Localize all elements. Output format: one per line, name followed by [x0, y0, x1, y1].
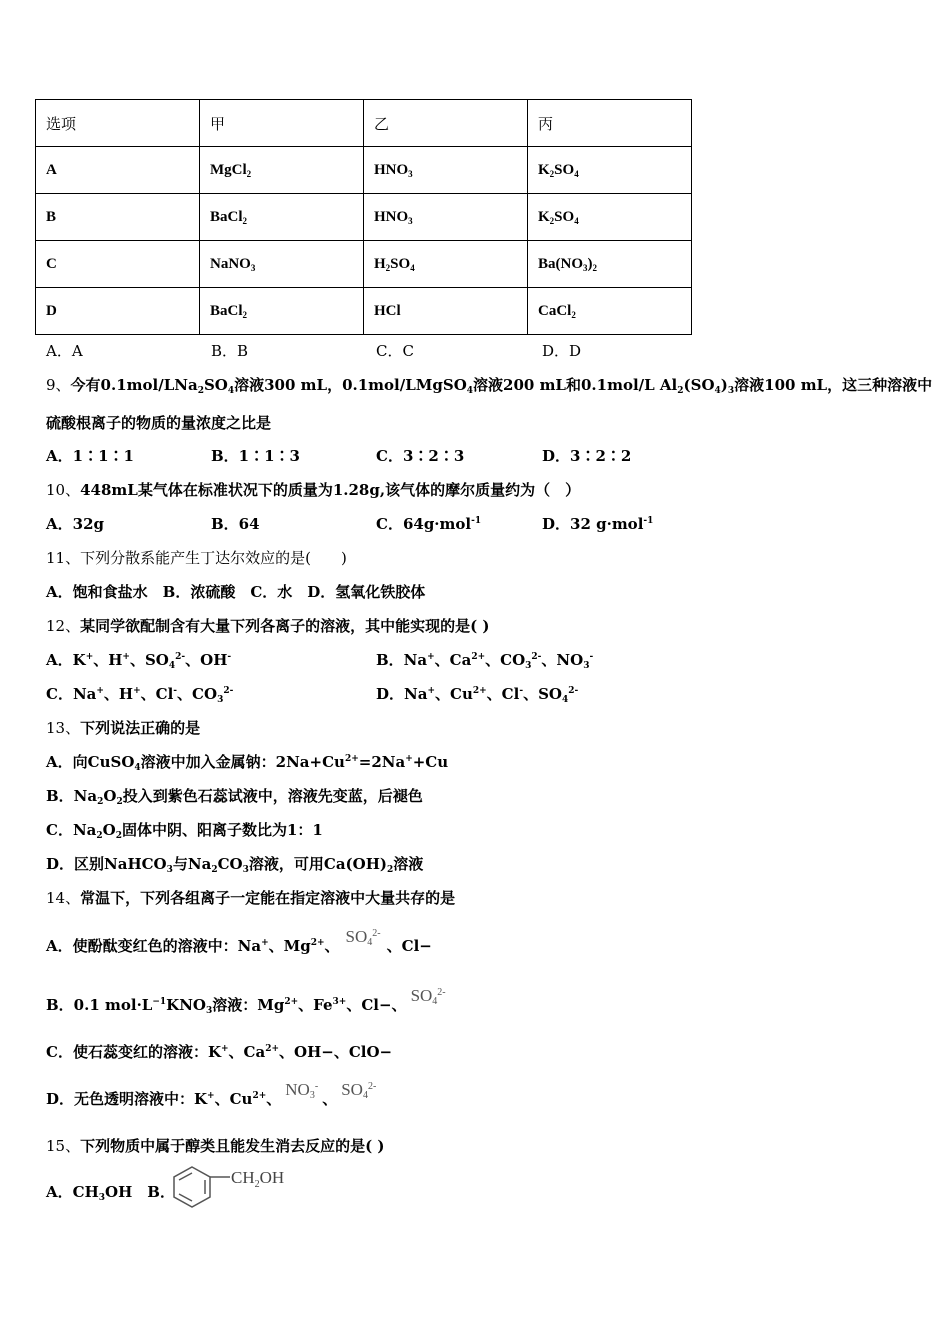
table-header: 选项 — [36, 100, 200, 147]
table-cell: HCl — [364, 288, 528, 335]
q8-option-c: C．C — [376, 342, 414, 360]
q12-stem: 12、某同学欲配制含有大量下列各离子的溶液，其中能实现的是( ) — [46, 617, 490, 635]
q14-option-b: B．0.1 $mol\cdot L^{-1}KNO_3$溶液：$Mg^{2+}$、$Fe^{3+}$、Cl−、 $SO_4^{2-}$ — [46, 986, 446, 1016]
q10-option-a: A．32g — [46, 515, 105, 533]
q9-stem-line2: 硫酸根离子的物质的量浓度之比是 — [46, 414, 272, 432]
q10-option-b: B．64 — [211, 515, 260, 533]
q9-option-b: B．1∶1∶3 — [211, 447, 300, 465]
q10-option-d: D．32 g·mol$^{-1}$ — [542, 515, 654, 533]
q9-stem-line1: 9、今有$0.1mol/LNa_2SO_4$溶液300 mL，0.1mol/LMgSO$_4$溶液200 mL和0.1mol/L $Al_2(SO_4)_3$溶液100 mL，这三种溶液中 — [46, 376, 933, 396]
table-cell: CaCl$_2$ — [528, 288, 692, 335]
table-cell: BaCl$_2$ — [200, 288, 364, 335]
q15-option-a: A．$CH_3OH$ B． — [46, 1183, 175, 1203]
table-cell: C — [36, 241, 200, 288]
q15-stem: 15、下列物质中属于醇类且能发生消去反应的是( ) — [46, 1137, 385, 1155]
table-cell: $Ba(NO_3)_2$ — [528, 241, 692, 288]
table-cell: MgCl$_2$ — [200, 147, 364, 194]
q9-number: 9、 — [46, 376, 71, 394]
table-cell: $HNO_3$ — [364, 194, 528, 241]
q12-option-b: B．Na+、$Ca^{2+}$、$CO_3^{2-}$、$NO_3^-$ — [376, 651, 594, 671]
q14-stem: 14、常温下，下列各组离子一定能在指定溶液中大量共存的是 — [46, 889, 456, 907]
table-cell: BaCl$_2$ — [200, 194, 364, 241]
table-row — [36, 288, 692, 335]
benzyl-alcohol-structure — [170, 1163, 300, 1213]
table-header: 甲 — [200, 100, 364, 147]
q10-stem: 10、448mL某气体在标准状况下的质量为1.28g,该气体的摩尔质量约为（ ） — [46, 481, 581, 499]
table-cell: B — [36, 194, 200, 241]
q9-option-c: C．3∶2∶3 — [376, 447, 465, 465]
q13-option-b: B．$Na_2O_2$投入到紫色石蕊试液中，溶液先变蓝，后褪色 — [46, 787, 423, 807]
table-header: 丙 — [528, 100, 692, 147]
q11-stem: 11、下列分散系能产生丁达尔效应的是( ) — [46, 549, 347, 567]
q13-option-c: C．$Na_2O_2$固体中阴、阳离子数比为1：1 — [46, 821, 323, 841]
q8-option-b: B．B — [211, 342, 249, 360]
options-table — [35, 99, 692, 335]
table-cell: NaNO$_3$ — [200, 241, 364, 288]
table-header-row — [36, 100, 692, 147]
table-row — [36, 147, 692, 194]
table-cell: D — [36, 288, 200, 335]
svg-text:CH2OH: $CH_2OH$ — [231, 1168, 285, 1190]
q8-option-a: A．A — [46, 342, 83, 360]
q10-option-c: C．64g·mol$^{-1}$ — [376, 515, 482, 533]
q12-option-c: C．Na+、H+、Cl-、$CO_3^{2-}$ — [46, 685, 234, 705]
q12-option-d: D．Na+、$Cu^{2+}$、Cl-、$SO_4^{2-}$ — [376, 685, 579, 705]
q12-option-a: A．K+、H+、$SO_4^{2-}$、OH- — [46, 651, 232, 671]
q9-option-d: D．3∶2∶2 — [542, 447, 632, 465]
q13-option-d: D．区别NaHCO$_3$与$Na_2CO_3$溶液，可用$Ca(OH)_2$溶液 — [46, 855, 424, 875]
table-row — [36, 194, 692, 241]
table-cell: $K_2SO_4$ — [528, 147, 692, 194]
q14-option-c: C．使石蕊变红的溶液：K+、$Ca^{2+}$、OH−、ClO− — [46, 1043, 393, 1061]
q9-option-a: A．1∶1∶1 — [46, 447, 134, 465]
q14-option-a: A．使酚酞变红色的溶液中：Na+、$Mg^{2+}$、 $SO_4^{2-}$、Cl− — [46, 927, 432, 955]
table-cell: $HNO_3$ — [364, 147, 528, 194]
q14-option-d: D．无色透明溶液中：K+、$Cu^{2+}$、 $NO_3^-$、 $SO_4^{2-}$ — [46, 1080, 377, 1108]
q8-option-d: D．D — [542, 342, 582, 360]
q13-option-a: A．向CuSO$_4$溶液中加入金属钠：$2Na+Cu^{2+}=2Na^++Cu$ — [46, 753, 449, 773]
q13-stem: 13、下列说法正确的是 — [46, 719, 201, 737]
table-cell: $K_2SO_4$ — [528, 194, 692, 241]
table-header: 乙 — [364, 100, 528, 147]
table-cell: $H_2SO_4$ — [364, 241, 528, 288]
q11-options: A．饱和食盐水 B．浓硫酸 C．水 D．氢氧化铁胶体 — [46, 583, 426, 601]
table-cell: A — [36, 147, 200, 194]
table-row — [36, 241, 692, 288]
